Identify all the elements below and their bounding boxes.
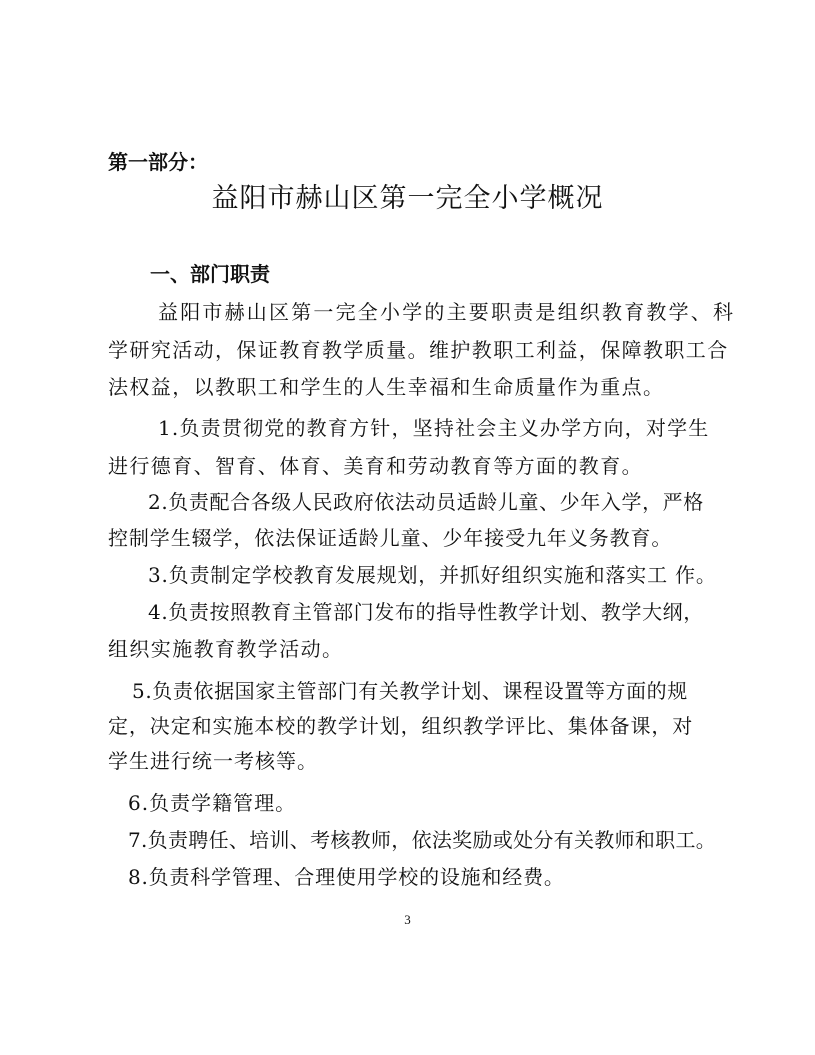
duty-line: 5.负责依据国家主管部门有关教学计划、课程设置等方面的规	[132, 679, 688, 703]
duty-line: 1.负责贯彻党的教育方针，坚持社会主义办学方向，对学生	[158, 416, 710, 440]
duty-line: 6.负责学籍管理。	[128, 791, 297, 815]
duty-line: 学生进行统一考核等。	[108, 749, 318, 773]
intro-line: 益阳市赫山区第一完全小学的主要职责是组织教育教学、科	[158, 300, 736, 324]
duty-line: 4.负责按照教育主管部门发布的指导性教学计划、教学大纲，	[148, 600, 704, 624]
duty-line: 3.负责制定学校教育发展规划，并抓好组织实施和落实工 作。	[148, 563, 717, 587]
duty-line: 8.负责科学管理、合理使用学校的设施和经费。	[128, 865, 565, 889]
duty-line: 控制学生辍学，依法保证适龄儿童、少年接受九年义务教育。	[108, 526, 673, 550]
section-heading: 一、部门职责	[150, 262, 270, 286]
intro-line: 法权益，以教职工和学生的人生幸福和生命质量作为重点。	[108, 375, 665, 399]
duty-line: 组织实施教育教学活动。	[108, 637, 344, 661]
document-title: 益阳市赫山区第一完全小学概况	[211, 183, 604, 214]
intro-line: 学研究活动，保证教育教学质量。维护教职工利益，保障教职工合	[108, 338, 729, 362]
part-label: 第一部分：	[108, 150, 208, 174]
duty-line: 定，决定和实施本校的教学计划，组织教学评比、集体备课，对	[108, 714, 694, 738]
duty-line: 2.负责配合各级人民政府依法动员适龄儿童、少年入学，严格	[148, 490, 704, 514]
duty-line: 进行德育、智育、体育、美育和劳动教育等方面的教育。	[108, 454, 643, 478]
duty-line: 7.负责聘任、培训、考核教师，依法奖励或处分有关教师和职工。	[128, 828, 717, 852]
page-number: 3	[404, 912, 411, 927]
